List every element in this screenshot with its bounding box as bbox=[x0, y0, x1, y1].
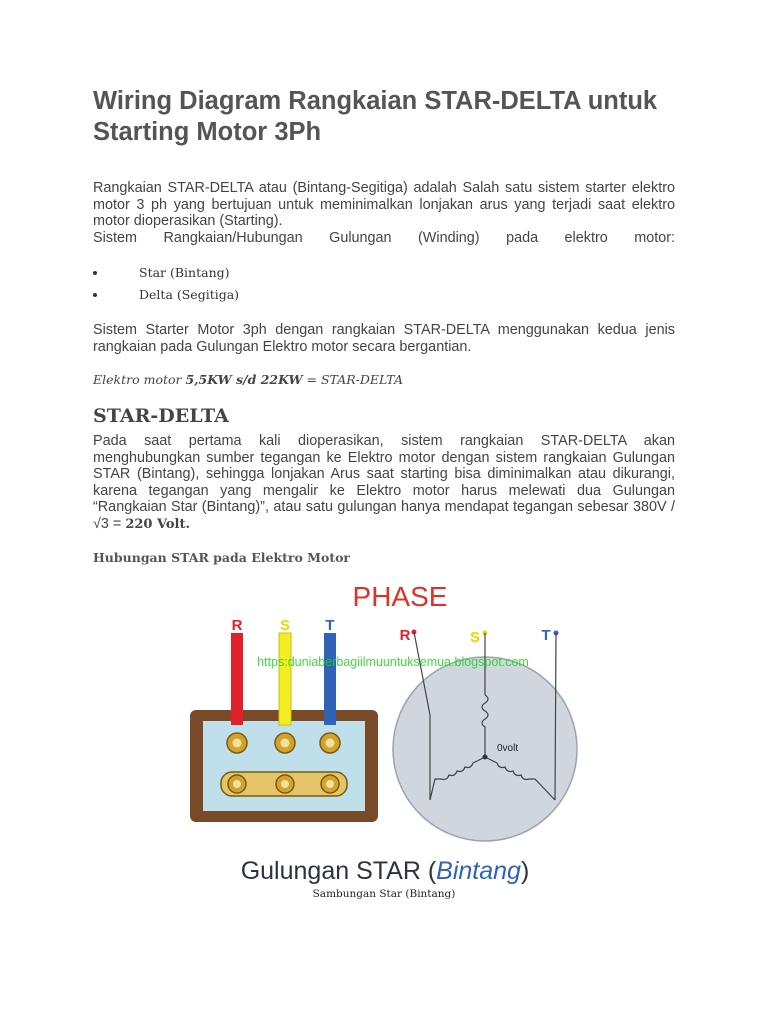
list-item-label: Star (Bintang) bbox=[139, 265, 230, 280]
left-label-r: R bbox=[231, 617, 243, 634]
section-heading: STAR-DELTA bbox=[93, 405, 229, 427]
starter-paragraph: Sistem Starter Motor 3ph dengan rangkaian STAR-DELTA menggunakan kedua jenis rangkaian pada Gulungan Elektro motor secara bergantian. bbox=[93, 322, 675, 355]
power-range-suffix: = STAR-DELTA bbox=[302, 372, 403, 387]
right-label-s: S bbox=[469, 629, 481, 646]
power-range-prefix: Elektro motor bbox=[93, 372, 186, 387]
footer-main-text: Gulungan STAR ( bbox=[240, 857, 437, 885]
section-paragraph-text: Pada saat pertama kali dioperasikan, sistem rangkaian STAR-DELTA akan menghubungkan sumber tegangan ke Elektro motor dengan sistem rangkaian Gulungan STAR (Bintang), sehingga lonjakan Arus saat starting bisa diminimalkan atau dikurangi, karena tegangan yang mengalir ke Elektro motor harus melewati dua Gulungan “Rangkaian Star (Bintang)”, atau satu gulungan hanya mendapat tegangan sebesar 380V / √3 = bbox=[93, 433, 675, 532]
upper-terminals bbox=[227, 733, 340, 753]
wire-s bbox=[279, 633, 291, 725]
watermark-url: https:duniaberbagiilmuuntuksemua.blogspot.com bbox=[257, 655, 529, 669]
figure-caption: Sambungan Star (Bintang) bbox=[312, 888, 456, 900]
bullet-icon bbox=[93, 293, 97, 297]
list-item bbox=[93, 262, 239, 284]
power-range-value: 5,5KW s/d 22KW bbox=[185, 372, 303, 387]
phase-title: PHASE bbox=[352, 581, 448, 612]
bullet-icon bbox=[93, 271, 97, 275]
power-range-line bbox=[93, 372, 403, 387]
star-connection-figure bbox=[185, 575, 585, 885]
footer-close-text: ) bbox=[520, 857, 530, 885]
list-item-label: Delta (Segitiga) bbox=[139, 287, 240, 302]
right-label-r: R bbox=[399, 627, 411, 644]
figure-heading: Hubungan STAR pada Elektro Motor bbox=[93, 550, 351, 565]
star-connection-diagram bbox=[185, 575, 585, 885]
page-title: Wiring Diagram Rangkaian STAR-DELTA untuk Starting Motor 3Ph bbox=[93, 87, 658, 146]
left-label-s: S bbox=[279, 617, 291, 634]
footer-italic-text: Bintang bbox=[436, 857, 521, 885]
right-label-t: T bbox=[541, 627, 551, 644]
winding-line: Sistem Rangkaian/Hubungan Gulungan (Winding) pada elektro motor: bbox=[93, 230, 675, 246]
winding-type-list bbox=[93, 262, 239, 306]
wire-t bbox=[324, 633, 336, 725]
figure-footer-label bbox=[241, 857, 530, 885]
zero-volt-label: 0volt bbox=[497, 743, 519, 754]
left-label-t: T bbox=[325, 617, 335, 634]
list-item bbox=[93, 284, 239, 306]
intro-paragraph: Rangkaian STAR-DELTA atau (Bintang-Segitiga) adalah Salah satu sistem starter elektro motor 3 ph yang bertujuan untuk meminimalkan lonjakan arus yang terjadi saat elektro motor dioperasikan (Starting). bbox=[93, 180, 675, 230]
section-voltage: 220 Volt. bbox=[125, 516, 191, 532]
wire-r bbox=[231, 633, 243, 725]
section-paragraph bbox=[93, 433, 675, 534]
